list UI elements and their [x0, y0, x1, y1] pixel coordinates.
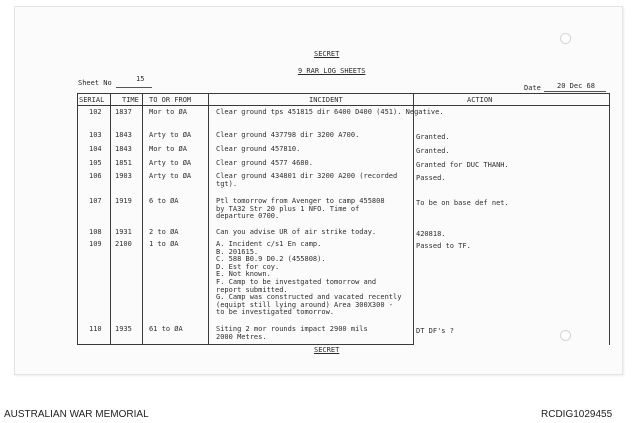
row-serial: 110: [89, 325, 102, 333]
row-serial: 103: [89, 131, 102, 139]
row-time: 2100: [115, 240, 132, 248]
row-action-line: To be on base def net.: [416, 199, 509, 207]
row-action-line: Passed.: [416, 174, 446, 182]
row-incident-line: Clear ground 4577 4680.: [216, 159, 313, 167]
row-action-line: Granted.: [416, 133, 450, 141]
row-incident-line: C. 588 B0.9 D0.2 (455808).: [216, 255, 326, 264]
log-table: [77, 93, 610, 345]
table-header-rule: [77, 105, 610, 106]
row-to-from: Mor to ØA: [149, 108, 187, 116]
row-incident-line: F. Camp to be investgated tomorrow and: [216, 278, 377, 286]
header-serial: SERIAL: [79, 96, 105, 104]
row-serial: 105: [89, 159, 102, 167]
header-to-or-from: TO OR FROM: [149, 96, 192, 104]
row-time: 1843: [115, 145, 132, 153]
row-incident-line: tgt).: [216, 179, 238, 188]
row-action-line: Passed to TF.: [416, 242, 471, 250]
row-time: 1843: [115, 131, 132, 139]
col-rule-serial: [77, 93, 78, 345]
row-to-from: Arty to ØA: [149, 159, 192, 167]
row-incident-line: (equipt still lying around) Area 300X300 -: [216, 300, 394, 309]
row-incident-line: Ptl tomorrow from Avenger to camp 455808: [216, 197, 385, 205]
row-serial: 104: [89, 145, 102, 153]
row-time: 1931: [115, 228, 132, 236]
row-time: 1851: [115, 159, 132, 167]
row-incident-line: E. Not known.: [216, 270, 271, 279]
archive-credit: AUSTRALIAN WAR MEMORIAL: [4, 409, 149, 420]
row-incident-line: A. Incident c/s1 En camp.: [216, 240, 322, 248]
row-incident-line: D. Est for coy.: [216, 262, 280, 271]
row-serial: 109: [89, 240, 102, 248]
row-to-from: 2 to ØA: [149, 228, 179, 236]
row-to-from: 61 to ØA: [149, 325, 183, 333]
row-action-line: 420818.: [416, 230, 446, 238]
row-incident-line: report submitted.: [216, 285, 288, 294]
punch-hole-top: [560, 33, 571, 44]
row-time: 1935: [115, 325, 132, 333]
archive-reference: RCDIG1029455: [541, 409, 613, 420]
date-value: 20 Dec 68: [557, 82, 595, 90]
row-action-line: DT DF's ?: [416, 327, 454, 335]
date-underline: [544, 91, 606, 92]
row-incident-line: G. Camp was constructed and vacated recently: [216, 293, 402, 302]
col-rule-action: [413, 93, 414, 345]
row-incident-line: Clear ground 437798 dir 3200 A700.: [216, 131, 360, 139]
row-action-line: Granted.: [416, 147, 450, 155]
col-rule-time: [110, 93, 111, 345]
header-incident: INCIDENT: [309, 96, 343, 104]
row-incident-line: Clear ground tps 451815 dir 6400 D400 (451). Negative.: [216, 108, 444, 116]
row-incident-line: B. 201615.: [216, 247, 259, 256]
row-incident-line: Siting 2 mor rounds impact 2900 mils: [216, 325, 368, 333]
row-serial: 108: [89, 228, 102, 236]
header-time: TIME: [122, 96, 139, 104]
row-serial: 107: [89, 197, 102, 205]
table-top-border: [77, 93, 610, 94]
row-incident-line: Can you advise UR of air strike today.: [216, 228, 377, 236]
row-serial: 106: [89, 172, 102, 180]
row-serial: 102: [89, 108, 102, 116]
document-title: 9 RAR LOG SHEETS: [298, 67, 366, 75]
row-time: 1919: [115, 197, 132, 205]
row-incident-line: by TA32 Str 20 plus 1 NFO. Time of: [216, 204, 360, 213]
row-incident-line: 2000 Metres.: [216, 332, 267, 341]
row-to-from: 1 to ØA: [149, 240, 179, 248]
table-bottom-border: [77, 344, 414, 345]
col-rule-incident: [208, 93, 209, 345]
row-time: 1903: [115, 172, 132, 180]
sheet-no-label: Sheet No: [78, 79, 112, 87]
row-to-from: 6 to ØA: [149, 197, 179, 205]
date-label: Date: [524, 84, 541, 92]
classification-top: SECRET: [314, 50, 340, 58]
sheet-no-underline: [116, 87, 152, 88]
row-incident-line: departure 0700.: [216, 212, 280, 221]
row-incident-line: Clear ground 457810.: [216, 145, 301, 153]
col-rule-right: [609, 93, 610, 345]
row-action-line: Granted for DUC THANH.: [416, 161, 509, 169]
sheet-no-value: 15: [136, 75, 145, 83]
row-to-from: Arty to ØA: [149, 131, 192, 139]
col-rule-tofrom: [142, 93, 143, 345]
row-to-from: Mor to ØA: [149, 145, 187, 153]
row-incident-line: Clear ground 434801 dir 3200 A200 (recorded: [216, 172, 398, 180]
row-time: 1837: [115, 108, 132, 116]
row-to-from: Arty to ØA: [149, 172, 192, 180]
row-incident-line: to be investigated tomorrow.: [216, 308, 335, 317]
classification-bottom: SECRET: [314, 346, 340, 354]
header-action: ACTION: [467, 96, 493, 104]
